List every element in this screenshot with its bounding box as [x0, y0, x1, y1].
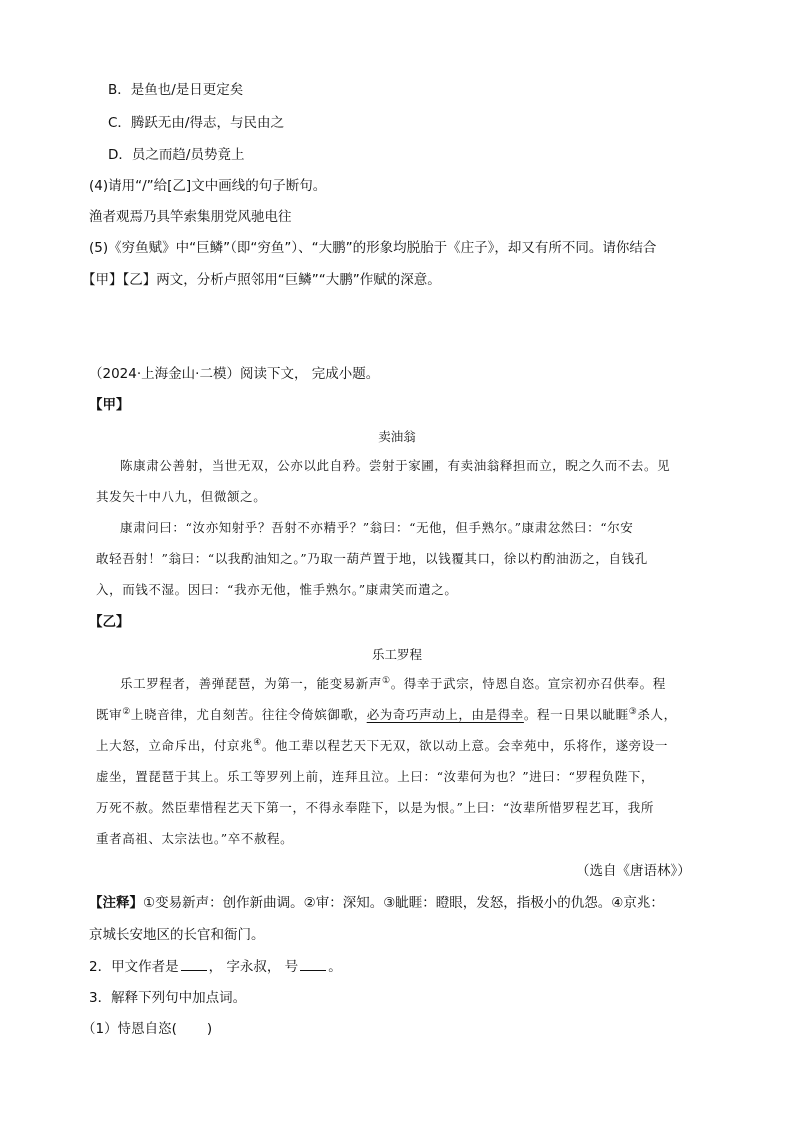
note-marker-4: ④: [253, 737, 262, 748]
yi-line-2-text-c: 。程一日果以眦睚: [523, 707, 629, 722]
yi-line-2: [96, 705, 677, 725]
yi-line-2-text-d: 杀人，: [637, 707, 677, 722]
section-source: （2024·上海金山·二模）阅读下文， 完成小题。: [89, 366, 380, 382]
underlined-sentence: 必为奇巧声动上，由是得幸: [366, 707, 524, 722]
yi-line-3-text-a: 上大怒，立命斥出，付京兆: [96, 738, 254, 753]
author-blank[interactable]: [181, 956, 207, 971]
yi-line-2-text-b: 上晓音律，尤自刻苦。往往令倚嫔御歌，: [130, 707, 367, 722]
question-2-text-a: 2．甲文作者是: [89, 959, 179, 975]
notes-label: 【注释】: [89, 895, 143, 911]
yi-line-1: [120, 674, 666, 694]
option-b: B．是鱼也/是日更定矣: [108, 82, 244, 98]
question-2-text-c: 。: [328, 959, 342, 975]
note-marker-2: ②: [122, 706, 131, 717]
yi-title: 乐工罗程: [371, 647, 422, 662]
jia-line-3: 康肃问曰：“汝亦知射乎？吾射不亦精乎？”翁曰：“无他，但手熟尔。”康肃忿然曰：“尔安: [120, 520, 634, 535]
question-4-sentence: 渔者观焉乃具竿索集朋党风驰电往: [89, 209, 292, 225]
question-3-1-text-a: （1）恃恩自恣(: [82, 1021, 177, 1037]
note-marker-3: ③: [628, 706, 638, 717]
yi-line-3-text-b: 。他工辈以程艺天下无双，欲以动上意。会幸苑中，乐将作，遂旁设一: [261, 738, 668, 753]
notes-line-2: 京城长安地区的长官和衙门。: [89, 927, 265, 943]
question-2: [89, 956, 342, 977]
yi-line-4: 虚坐，置琵琶于其上。乐工等罗列上前，连拜且泣。上曰：“汝辈何为也？”进曰：“罗程负陛下，: [96, 769, 655, 784]
option-c: C．腾跃无由/得志，与民由之: [108, 115, 284, 131]
jia-title: 卖油翁: [378, 429, 416, 444]
notes-line-1: [89, 893, 664, 913]
yi-line-1-text-a: 乐工罗程者，善弹琵琶，为第一，能变易新声: [120, 676, 383, 691]
jia-line-1: 陈康肃公善射，当世无双，公亦以此自矜。尝射于家圃，有卖油翁释担而立，睨之久而不去。见: [120, 458, 671, 473]
yi-line-1-text-b: 。得幸于武宗，恃恩自恣。宣宗初亦召供奉。程: [390, 676, 666, 691]
question-3-1: [82, 1019, 212, 1039]
pseudonym-blank[interactable]: [300, 956, 326, 971]
yi-line-5: 万死不赦。然臣辈惜程艺天下第一，不得永奉陛下，以是为恨。”上曰：“汝辈所惜罗程艺耳，我所: [96, 800, 654, 815]
question-5-line-2: 【甲】【乙】两文，分析卢照邻用“巨鳞”“大鹏”作赋的深意。: [82, 272, 441, 288]
question-3: 3．解释下列句中加点词。: [89, 990, 247, 1006]
yi-line-3: [96, 736, 668, 756]
question-5-line-1: (5)《穷鱼赋》中“巨鳞”（即“穷鱼”）、“大鹏”的形象均脱胎于《庄子》，却又有所不同。请你结合: [89, 240, 657, 256]
question-3-1-text-b: ): [206, 1021, 213, 1037]
jia-line-2: 其发矢十中八九，但微颔之。: [96, 489, 267, 504]
question-2-text-b: ， 字永叔， 号: [208, 959, 299, 975]
yi-line-2-text-a: 既审: [96, 707, 123, 722]
jia-line-5: 入，而钱不湿。因曰：“我亦无他，惟手熟尔。”康肃笑而遣之。: [96, 582, 458, 597]
note-marker-1: ①: [382, 675, 391, 686]
jia-line-4: 敢轻吾射！”翁曰：“以我酌油知之。”乃取一葫芦置于地，以钱覆其口，徐以杓酌油沥之，自钱孔: [96, 551, 648, 566]
yi-source: （选自《唐语林》）: [576, 863, 691, 879]
yi-line-6: 重者高祖、太宗法也。”卒不赦程。: [96, 831, 294, 846]
yi-label: 【乙】: [89, 614, 130, 630]
notes-text-1: ①变易新声：创作新曲调。②审：深知。③眦睚：瞪眼，发怒，指极小的仇怨。④京兆：: [143, 895, 664, 911]
question-4-prompt: (4)请用“/”给[乙]文中画线的句子断句。: [89, 178, 327, 194]
option-d: D．员之而趋/员势竟上: [108, 147, 245, 163]
jia-label: 【甲】: [89, 397, 130, 413]
